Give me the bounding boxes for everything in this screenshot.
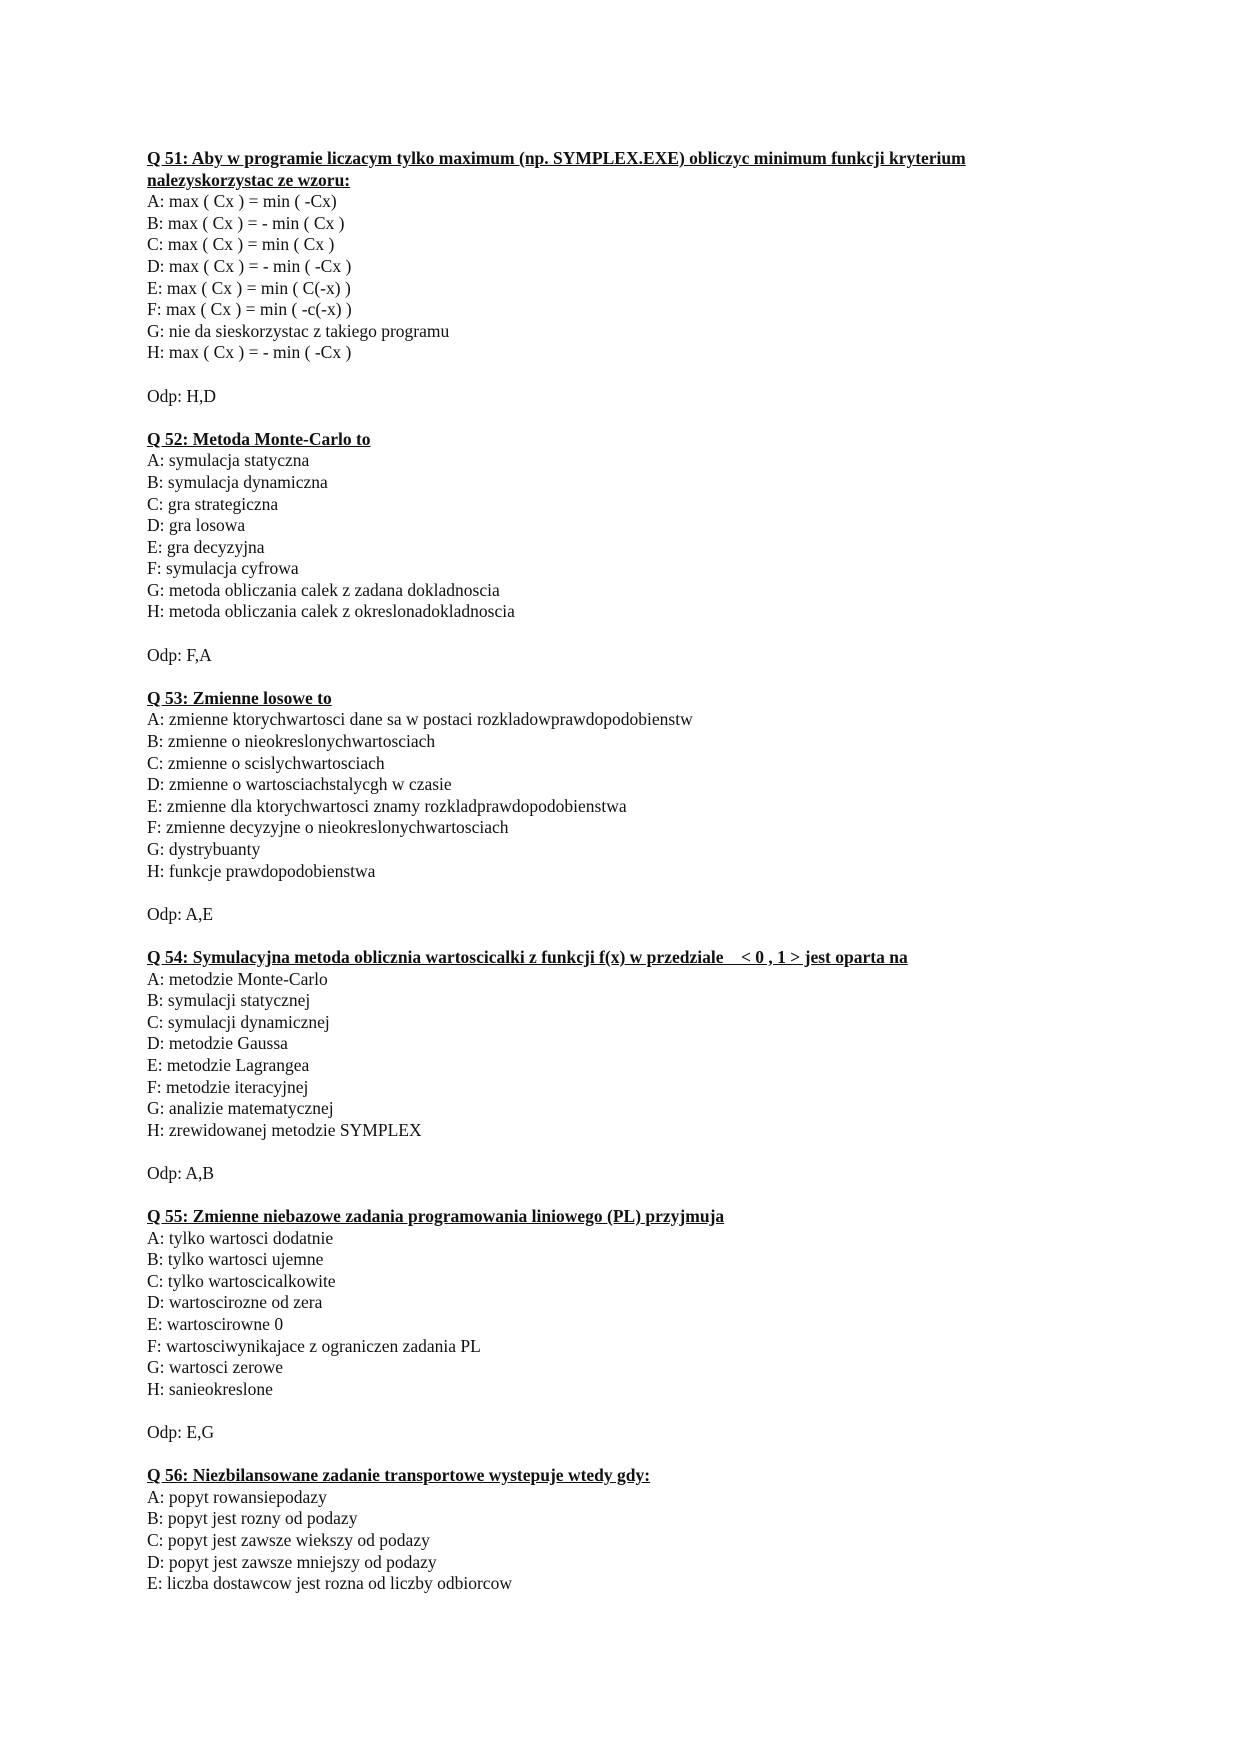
answer-option: A: zmienne ktorychwartosci dane sa w postaci rozkladowprawdopodobienstw <box>147 709 693 730</box>
answer-option: A: max ( Cx ) = min ( -Cx) <box>147 191 337 212</box>
answer-option: A: metodzie Monte-Carlo <box>147 968 328 989</box>
answer-option: F: zmienne decyzyjne o nieokreslonychwartosciach <box>147 817 509 838</box>
question-title: Q 54: Symulacyjna metoda oblicznia wartoscicalki z funkcji f(x) w przedziale < 0 , 1 > jest oparta na <box>147 946 908 967</box>
question-51 <box>147 148 1147 407</box>
question-title: Q 51: Aby w programie liczacym tylko maximum (np. SYMPLEX.EXE) obliczyc minimum funkcji kryterium <box>147 148 966 168</box>
answer-option: D: max ( Cx ) = - min ( -Cx ) <box>147 255 352 276</box>
question-title-continued: nalezyskorzystac ze wzoru: <box>147 169 351 190</box>
correct-answer: Odp: A,B <box>147 1162 215 1183</box>
question-54 <box>147 947 1147 1185</box>
answer-option: B: symulacji statycznej <box>147 990 311 1011</box>
correct-answer: Odp: A,E <box>147 903 214 924</box>
answer-option: H: metoda obliczania calek z okreslonadokladnoscia <box>147 601 515 622</box>
answer-option: E: zmienne dla ktorychwartosci znamy rozkladprawdopodobienstwa <box>147 795 627 816</box>
answer-option: H: funkcje prawdopodobienstwa <box>147 860 376 881</box>
answer-option: C: max ( Cx ) = min ( Cx ) <box>147 234 335 255</box>
answer-option: B: zmienne o nieokreslonychwartosciach <box>147 731 436 752</box>
answer-option: H: sanieokreslone <box>147 1378 273 1399</box>
answer-option: H: max ( Cx ) = - min ( -Cx ) <box>147 342 352 363</box>
question-52 <box>147 429 1147 667</box>
answer-option: E: gra decyzyjna <box>147 536 265 557</box>
answer-option: G: nie da sieskorzystac z takiego programu <box>147 320 450 341</box>
question-55 <box>147 1206 1147 1444</box>
answer-option: D: metodzie Gaussa <box>147 1033 288 1054</box>
answer-option: F: max ( Cx ) = min ( -c(-x) ) <box>147 299 352 320</box>
answer-option: A: symulacja statyczna <box>147 450 310 471</box>
question-title: Q 52: Metoda Monte-Carlo to <box>147 428 371 449</box>
answer-option: E: liczba dostawcow jest rozna od liczby odbiorcow <box>147 1573 512 1594</box>
question-56 <box>147 1465 1147 1595</box>
correct-answer: Odp: F,A <box>147 644 212 665</box>
answer-option: B: max ( Cx ) = - min ( Cx ) <box>147 212 345 233</box>
answer-option: G: wartosci zerowe <box>147 1357 284 1378</box>
question-title: Q 55: Zmienne niebazowe zadania programowania liniowego (PL) przyjmuja <box>147 1206 725 1227</box>
answer-option: G: analizie matematycznej <box>147 1098 334 1119</box>
answer-option: C: zmienne o scislychwartosciach <box>147 752 385 773</box>
answer-option: F: metodzie iteracyjnej <box>147 1076 309 1097</box>
answer-option: G: dystrybuanty <box>147 839 261 859</box>
answer-option: D: zmienne o wartosciachstalycgh w czasie <box>147 774 452 795</box>
answer-option: G: metoda obliczania calek z zadana dokladnoscia <box>147 579 500 600</box>
answer-option: B: popyt jest rozny od podazy <box>147 1508 358 1529</box>
document-page <box>147 148 1147 1595</box>
answer-option: A: tylko wartosci dodatnie <box>147 1227 334 1248</box>
answer-option: C: symulacji dynamicznej <box>147 1011 330 1032</box>
answer-option: C: gra strategiczna <box>147 493 279 514</box>
answer-option: E: metodzie Lagrangea <box>147 1054 310 1075</box>
answer-option: C: tylko wartoscicalkowite <box>147 1270 336 1291</box>
answer-option: H: zrewidowanej metodzie SYMPLEX <box>147 1119 422 1140</box>
answer-option: D: gra losowa <box>147 515 246 536</box>
answer-option: F: wartosciwynikajace z ograniczen zadania PL <box>147 1335 481 1356</box>
answer-option: B: tylko wartosci ujemne <box>147 1249 324 1270</box>
question-title: Q 56: Niezbilansowane zadanie transportowe wystepuje wtedy gdy: <box>147 1465 651 1486</box>
answer-option: D: wartoscirozne od zera <box>147 1292 323 1313</box>
question-title: Q 53: Zmienne losowe to <box>147 687 332 708</box>
correct-answer: Odp: E,G <box>147 1422 215 1443</box>
answer-option: F: symulacja cyfrowa <box>147 558 299 579</box>
answer-option: B: symulacja dynamiczna <box>147 471 328 492</box>
correct-answer: Odp: H,D <box>147 385 217 406</box>
answer-option: A: popyt rowansiepodazy <box>147 1486 327 1507</box>
answer-option: D: popyt jest zawsze mniejszy od podazy <box>147 1551 437 1572</box>
answer-option: E: max ( Cx ) = min ( C(-x) ) <box>147 277 351 298</box>
question-53 <box>147 688 1147 926</box>
answer-option: C: popyt jest zawsze wiekszy od podazy <box>147 1530 430 1550</box>
answer-option: E: wartoscirowne 0 <box>147 1314 284 1335</box>
